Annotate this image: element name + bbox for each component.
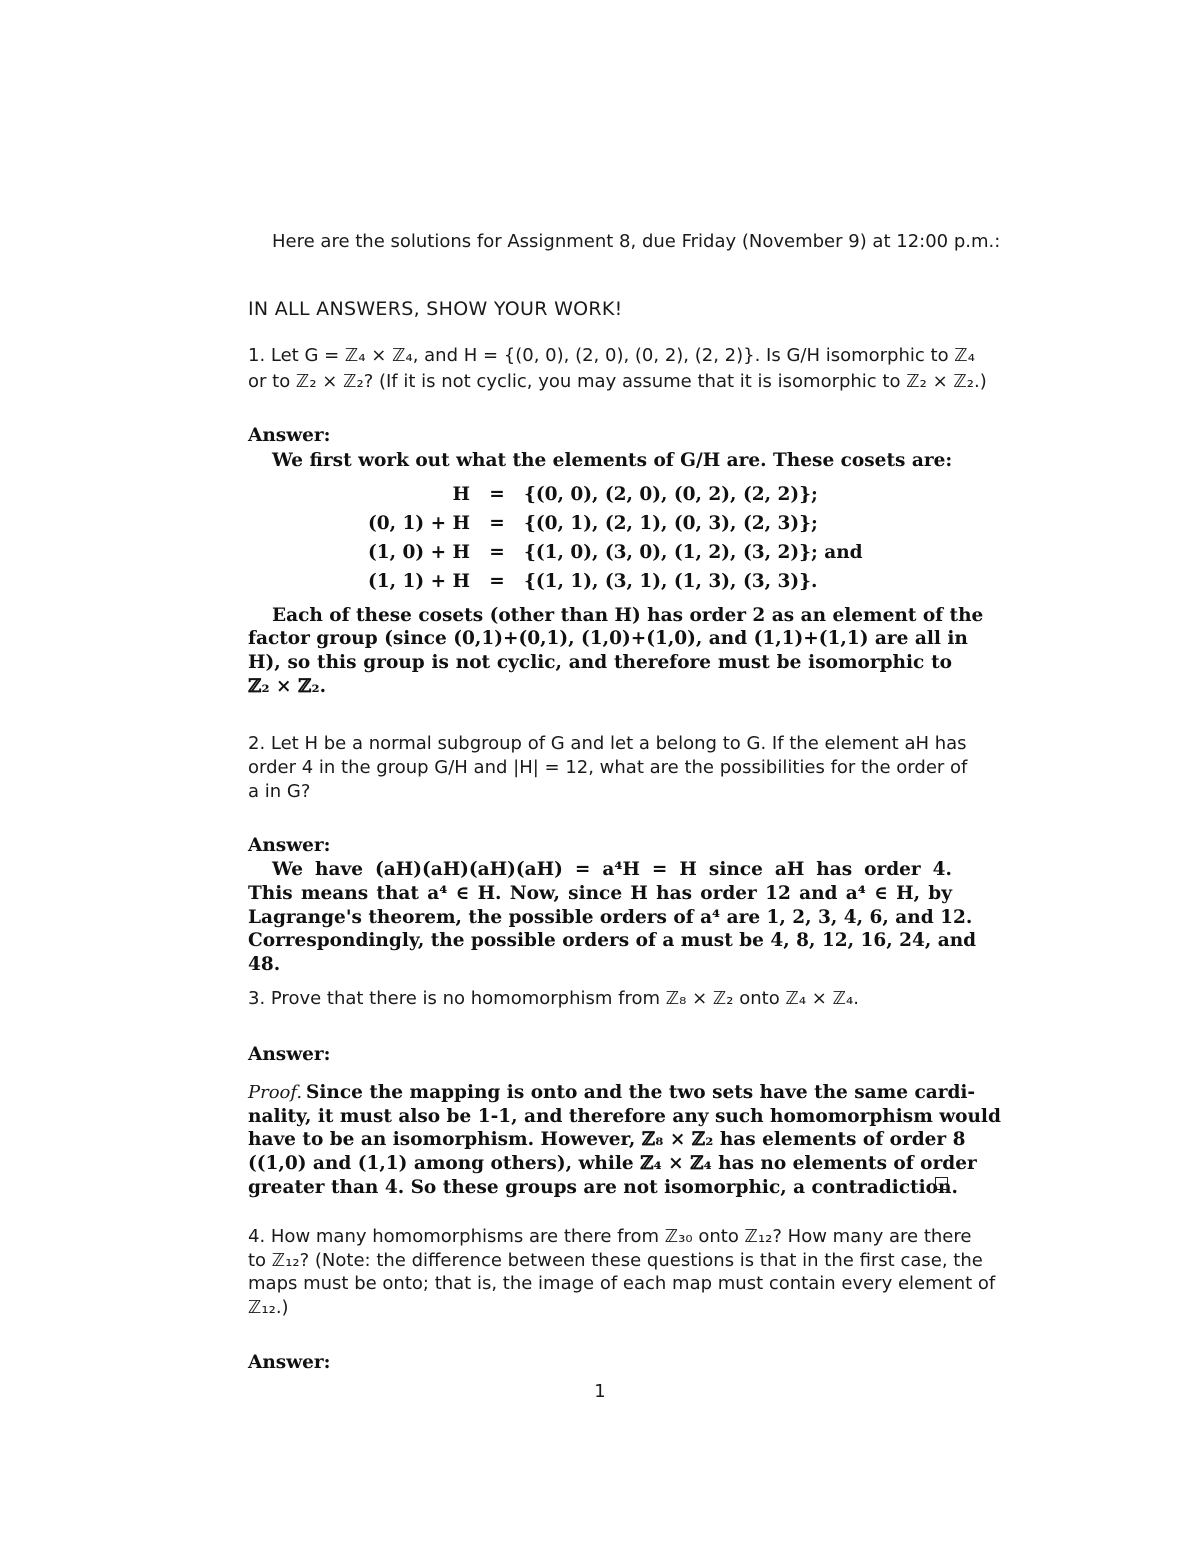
problem-4-question-line: 4. How many homomorphisms are there from ℤ₃₀ onto ℤ₁₂? How many are there xyxy=(248,1226,972,1247)
coset-equals: = xyxy=(489,542,505,563)
problem-2-answer-line: We have (aH)(aH)(aH)(aH) = a⁴H = H since aH has order 4. xyxy=(272,859,952,880)
problem-4-answer-label: Answer: xyxy=(248,1352,331,1373)
coset-lhs: (0, 1) + H xyxy=(368,513,470,534)
problem-2-answer-line: Lagrange's theorem, the possible orders of a⁴ are 1, 2, 3, 4, 6, and 12. xyxy=(248,907,973,928)
problem-1-question-line: 1. Let G = ℤ₄ × ℤ₄, and H = {(0, 0), (2, 0), (0, 2), (2, 2)}. Is G/H isomorphic to ℤ₄ xyxy=(248,345,975,366)
problem-2-question-line: a in G? xyxy=(248,781,311,802)
problem-1-answer-line: We first work out what the elements of G/H are. These cosets are: xyxy=(272,450,953,471)
coset-rhs: {(0, 0), (2, 0), (0, 2), (2, 2)}; xyxy=(524,484,818,505)
problem-4-question-line: maps must be onto; that is, the image of each map must contain every element of xyxy=(248,1273,996,1294)
coset-rhs: {(1, 0), (3, 0), (1, 2), (3, 2)}; and xyxy=(524,542,863,563)
qed-square-icon xyxy=(935,1177,948,1190)
problem-1-answer-label: Answer: xyxy=(248,425,331,446)
coset-equals: = xyxy=(489,571,505,592)
coset-lhs: (1, 0) + H xyxy=(368,542,470,563)
problem-3-answer-line: have to be an isomorphism. However, ℤ₈ × ℤ₂ has elements of order 8 xyxy=(248,1129,966,1150)
problem-2-answer-line: Correspondingly, the possible orders of a must be 4, 8, 12, 16, 24, and xyxy=(248,930,977,951)
coset-lhs: (1, 1) + H xyxy=(368,571,470,592)
problem-2-question-line: order 4 in the group G/H and |H| = 12, what are the possibilities for the order of xyxy=(248,757,968,778)
problem-3-answer-line: greater than 4. So these groups are not isomorphic, a contradiction. xyxy=(248,1177,958,1198)
problem-2-answer-label: Answer: xyxy=(248,835,331,856)
coset-equals: = xyxy=(489,513,505,534)
coset-equals: = xyxy=(489,484,505,505)
page-number: 1 xyxy=(594,1381,606,1402)
problem-1-answer-line: H), so this group is not cyclic, and therefore must be isomorphic to xyxy=(248,652,952,673)
problem-4-question-line: ℤ₁₂.) xyxy=(248,1297,289,1318)
problem-2-answer-line: 48. xyxy=(248,954,281,975)
problem-1-answer-line: ℤ₂ × ℤ₂. xyxy=(248,676,327,697)
problem-2-answer-line: This means that a⁴ ∈ H. Now, since H has order 12 and a⁴ ∈ H, by xyxy=(248,883,952,904)
coset-rhs: {(1, 1), (3, 1), (1, 3), (3, 3)}. xyxy=(524,571,818,592)
coset-rhs: {(0, 1), (2, 1), (0, 3), (2, 3)}; xyxy=(524,513,818,534)
problem-3-answer-line: Since the mapping is onto and the two sets have the same cardi- xyxy=(306,1082,976,1103)
problem-4-question-line: to ℤ₁₂? (Note: the difference between these questions is that in the first case, the xyxy=(248,1250,983,1271)
instruction-heading: IN ALL ANSWERS, SHOW YOUR WORK! xyxy=(248,298,623,320)
problem-1-answer-line: factor group (since (0,1)+(0,1), (1,0)+(1,0), and (1,1)+(1,1) are all in xyxy=(248,628,968,649)
problem-2-question-line: 2. Let H be a normal subgroup of G and let a belong to G. If the element aH has xyxy=(248,733,967,754)
problem-3-answer-line: nality, it must also be 1-1, and therefore any such homomorphism would xyxy=(248,1106,1001,1127)
problem-3-answer-label: Answer: xyxy=(248,1044,331,1065)
intro-text: Here are the solutions for Assignment 8, due Friday (November 9) at 12:00 p.m.: xyxy=(272,231,1001,252)
problem-3-question-line: 3. Prove that there is no homomorphism from ℤ₈ × ℤ₂ onto ℤ₄ × ℤ₄. xyxy=(248,988,859,1009)
proof-label: Proof. xyxy=(248,1082,303,1103)
problem-1-question-line: or to ℤ₂ × ℤ₂? (If it is not cyclic, you may assume that it is isomorphic to ℤ₂ × ℤ₂.) xyxy=(248,371,987,392)
problem-1-answer-line: Each of these cosets (other than H) has order 2 as an element of the xyxy=(272,605,984,626)
problem-3-answer-line: ((1,0) and (1,1) among others), while ℤ₄ × ℤ₄ has no elements of order xyxy=(248,1153,977,1174)
coset-lhs: H xyxy=(452,484,470,505)
